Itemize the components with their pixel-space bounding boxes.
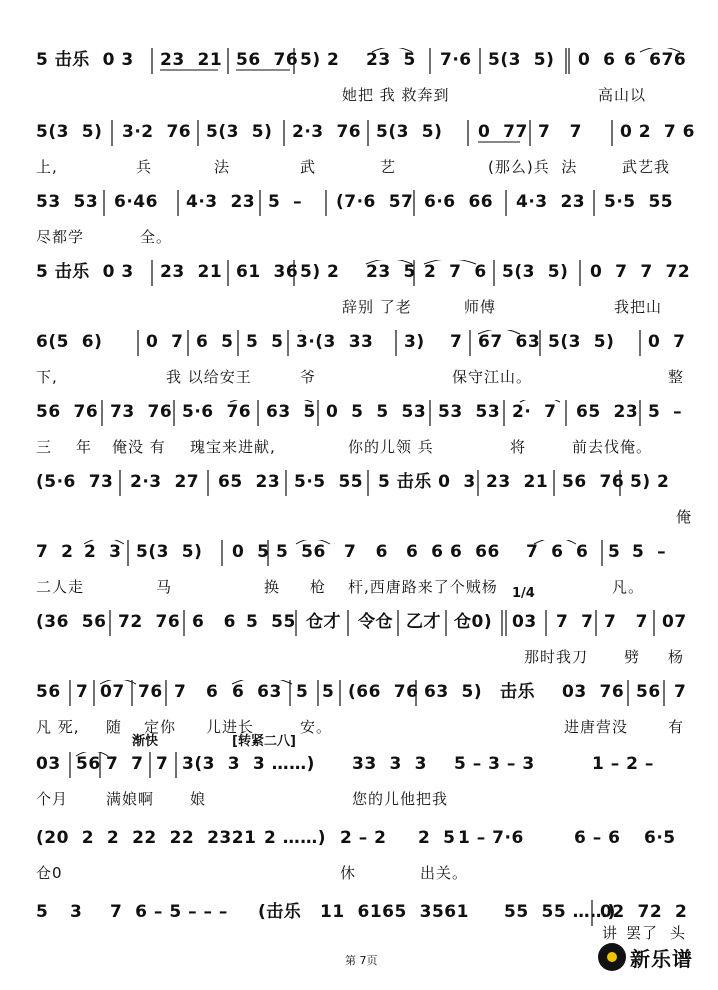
lyric-text: 二人走 — [36, 578, 85, 596]
note-group: 5) 2 — [300, 50, 340, 70]
note-group: 5(3 5) — [206, 122, 273, 142]
note-group: 56 76 — [562, 472, 625, 492]
note-group: 5 – 3 – 3 — [454, 754, 535, 774]
note-group: 02 72 2 — [600, 902, 688, 922]
note-group: 6 6 — [406, 542, 444, 562]
notes-row — [0, 752, 718, 792]
lyrics-row — [0, 84, 718, 112]
note-group: 53 53 — [438, 402, 501, 422]
note-group: 2·3 76 — [292, 122, 362, 142]
note-group: 仓才 — [306, 612, 341, 632]
notes-row — [0, 610, 718, 650]
note-group: 55 55 ……) — [504, 902, 616, 922]
note-group: 7 7 — [604, 612, 648, 632]
lyric-text: 劈 — [624, 648, 641, 666]
lyric-text: 你的儿领 兵 — [348, 438, 434, 456]
lyric-text: 我 以给安王 — [166, 368, 252, 386]
note-group: 6 66 — [450, 542, 500, 562]
beat-marker: 1/4 — [512, 586, 535, 601]
note-group: 03 — [512, 612, 537, 632]
note-group: 5 – — [648, 402, 683, 422]
note-group: 7·6 — [440, 50, 472, 70]
site-logo-text: 新乐谱 — [630, 946, 693, 971]
lyric-text: 整 — [668, 368, 685, 386]
note-group: 2 5 — [418, 828, 456, 848]
note-group: 6(5 6) — [36, 332, 103, 352]
lyric-text: 罢了 — [626, 924, 659, 942]
note-group: 6 6 — [192, 612, 236, 632]
lyric-text: 爷 — [300, 368, 317, 386]
lyric-text: 瑰宝来进献, — [190, 438, 276, 456]
note-group: 23 5 — [366, 50, 416, 70]
lyric-text: 将 — [510, 438, 527, 456]
note-group: 乙才 — [406, 612, 441, 632]
lyric-text: 艺 — [380, 158, 397, 176]
lyric-text: 个月 — [36, 790, 69, 808]
note-group: 6 63 — [232, 682, 282, 702]
lyric-text: 保守江山。 — [452, 368, 533, 386]
lyric-text: 杨 — [668, 648, 685, 666]
note-group: 23 21 — [160, 50, 223, 70]
notes-row — [0, 260, 718, 300]
note-group: 7 — [174, 682, 187, 702]
lyric-text: 武艺我 — [622, 158, 671, 176]
lyric-text: 我把山 — [614, 298, 663, 316]
note-group: 7 — [450, 332, 463, 352]
note-group: 3(3 3 3 ……) — [182, 754, 315, 774]
note-group: (66 76 — [348, 682, 419, 702]
notes-row — [0, 190, 718, 230]
note-group: 5 5 — [246, 332, 284, 352]
note-group: 63 5 — [266, 402, 316, 422]
note-group: 5) 2 — [630, 472, 670, 492]
lyric-text: 杆,西唐路来了个贼杨 — [348, 578, 498, 596]
notes-row — [0, 540, 718, 580]
note-group: 6·5 — [644, 828, 676, 848]
note-group: 07 — [662, 612, 687, 632]
note-group: 53 53 — [36, 192, 99, 212]
lyric-text: 娘 — [190, 790, 207, 808]
note-group: 0 7 — [146, 332, 184, 352]
tempo-marking: 渐快 — [132, 734, 159, 749]
note-group: 5 击乐 0 3 — [36, 262, 134, 282]
note-group: 5 击乐 0 3 — [378, 472, 476, 492]
note-group: 7 — [76, 682, 89, 702]
lyrics-row — [0, 576, 718, 604]
note-group: 7 7 — [106, 754, 144, 774]
note-group: 56 76 — [236, 50, 299, 70]
note-group: 03 — [36, 754, 61, 774]
tempo-marking: [转紧二八] — [232, 734, 296, 749]
note-group: 5 – — [268, 192, 303, 212]
note-group: 2 – 2 — [340, 828, 387, 848]
lyric-text: 她把 我 救奔到 — [342, 86, 450, 104]
note-group: 6·46 — [114, 192, 158, 212]
note-group: (36 56 — [36, 612, 107, 632]
note-group: (5·6 73 — [36, 472, 114, 492]
lyric-text: 上, — [36, 158, 58, 176]
lyric-text: 全。 — [140, 228, 173, 246]
lyric-text: 俺没 有 — [112, 438, 166, 456]
notes-row — [0, 120, 718, 160]
lyrics-row — [0, 156, 718, 184]
lyric-text: 兵 — [136, 158, 153, 176]
note-group: 0 6 — [578, 50, 616, 70]
note-group: 56 — [36, 682, 61, 702]
note-group: 6 676 — [624, 50, 687, 70]
lyric-text: 儿进长 — [206, 718, 255, 736]
lyric-text: 休 — [340, 864, 357, 882]
note-group: 5(3 5) — [548, 332, 615, 352]
note-group: 7 7 — [556, 612, 594, 632]
lyric-text: 随 — [106, 718, 123, 736]
note-group: 5(3 5) — [502, 262, 569, 282]
note-group: 6·6 66 — [424, 192, 494, 212]
lyric-text: 法 — [214, 158, 231, 176]
note-group: 7 6 — [526, 542, 564, 562]
note-group: 23 21 — [486, 472, 549, 492]
note-group: 5 — [322, 682, 335, 702]
lyric-text: 出关。 — [420, 864, 469, 882]
site-logo — [598, 940, 716, 974]
note-group: 5(3 5) — [376, 122, 443, 142]
note-group: 4·3 23 — [516, 192, 586, 212]
lyrics-row — [0, 296, 718, 324]
music-disc-icon — [598, 943, 626, 971]
lyric-text: 武 — [300, 158, 317, 176]
note-group: 1 – 2 – — [592, 754, 654, 774]
lyric-text: 换 — [264, 578, 281, 596]
lyrics-row — [0, 366, 718, 394]
lyric-text: 凡。 — [612, 578, 645, 596]
lyric-text: 师傅 — [464, 298, 497, 316]
lyrics-row — [0, 506, 718, 534]
notes-row — [0, 48, 718, 88]
note-group: 击乐 — [500, 682, 535, 702]
note-group: 5 — [608, 542, 621, 562]
lyrics-row — [0, 862, 718, 890]
lyric-text: 定你 — [144, 718, 177, 736]
note-group: 3·2 76 — [122, 122, 192, 142]
note-group: 7 — [156, 754, 169, 774]
lyric-text: 有 — [668, 718, 685, 736]
lyric-text: 凡 死, — [36, 718, 80, 736]
lyric-text: 马 — [156, 578, 173, 596]
lyric-text: 高山以 — [598, 86, 647, 104]
note-group: 6 — [576, 542, 589, 562]
note-group: 0 7 — [648, 332, 686, 352]
note-group: 3) — [404, 332, 425, 352]
note-group: 6 — [206, 682, 219, 702]
note-group: 2· 7 — [512, 402, 557, 422]
note-group: 5 — [36, 902, 49, 922]
note-group: 5·6 76 — [182, 402, 252, 422]
note-group: 33 3 3 — [352, 754, 427, 774]
note-group: 5·5 55 — [294, 472, 364, 492]
note-group: 56 — [76, 754, 101, 774]
lyrics-row — [0, 646, 718, 674]
note-group: (7·6 57 — [336, 192, 414, 212]
note-group: 7 6 — [344, 542, 388, 562]
note-group: 7 — [674, 682, 687, 702]
notes-row — [0, 826, 718, 866]
note-group: 5(3 5) — [136, 542, 203, 562]
note-group: 0 7 7 72 — [590, 262, 691, 282]
note-group: 5) 2 — [300, 262, 340, 282]
lyric-text: 前去伐俺。 — [572, 438, 653, 456]
note-group: 5(3 5) — [488, 50, 555, 70]
note-group: 5 56 — [276, 542, 326, 562]
notes-row — [0, 680, 718, 720]
notes-row — [0, 400, 718, 440]
lyric-text: 讲 — [602, 924, 619, 942]
lyric-text: 您的儿他把我 — [352, 790, 449, 808]
note-group: 56 76 — [36, 402, 99, 422]
lyric-text: 下, — [36, 368, 58, 386]
lyric-text: 满娘啊 — [106, 790, 155, 808]
note-group: 7 7 — [538, 122, 582, 142]
note-group: 0 5 — [232, 542, 270, 562]
note-group: 5 – — [632, 542, 667, 562]
note-group: 5 击乐 0 3 — [36, 50, 134, 70]
note-group: 2 7 6 — [424, 262, 487, 282]
lyric-text: 那时我刀 — [524, 648, 589, 666]
note-group: 61 36 — [236, 262, 299, 282]
notes-row — [0, 470, 718, 510]
note-group: (20 2 2 22 22 2321 — [36, 828, 257, 848]
lyric-text: 枪 — [310, 578, 327, 596]
note-group: 03 76 — [562, 682, 625, 702]
lyric-text: 进唐营没 — [564, 718, 629, 736]
note-group: 7 2 — [36, 542, 74, 562]
note-group: 5(3 5) — [36, 122, 103, 142]
note-group: 仓0) — [454, 612, 493, 632]
note-group: 7 6 – 5 – – – — [110, 902, 228, 922]
note-group: 76 — [138, 682, 163, 702]
lyric-text: (那么)兵 法 — [488, 158, 578, 176]
notes-row — [0, 330, 718, 370]
lyric-text: 三 — [36, 438, 53, 456]
note-group: 1 – 7·6 — [458, 828, 524, 848]
note-group: 3·(3 33 — [296, 332, 374, 352]
note-group: 2·3 27 — [130, 472, 200, 492]
lyric-text: 年 — [76, 438, 93, 456]
note-group: 72 76 — [118, 612, 181, 632]
note-group: 11 6165 3561 — [320, 902, 469, 922]
note-group: 0 5 5 53 — [326, 402, 427, 422]
note-group: 2 3 — [84, 542, 122, 562]
note-group: 令仓 — [358, 612, 393, 632]
note-group: 07 — [100, 682, 125, 702]
lyric-text: 尽都学 — [36, 228, 85, 246]
note-group: 73 76 — [110, 402, 173, 422]
note-group: 63 5) — [424, 682, 483, 702]
note-group: 4·3 23 — [186, 192, 256, 212]
note-group: 5 55 — [246, 612, 296, 632]
note-group: (击乐 — [258, 902, 302, 922]
note-group: 23 5 — [366, 262, 416, 282]
note-group: 56 — [636, 682, 661, 702]
note-group: 5 — [296, 682, 309, 702]
lyrics-row — [0, 716, 718, 744]
note-group: 65 23 — [576, 402, 639, 422]
note-group: 6 – 6 — [574, 828, 621, 848]
lyrics-row — [0, 226, 718, 254]
lyric-text: 仓0 — [36, 864, 63, 882]
lyric-text: 辞别 了老 — [342, 298, 412, 316]
lyric-text: 俺 — [676, 508, 693, 526]
note-group: 67 63 — [478, 332, 541, 352]
lyrics-row — [0, 436, 718, 464]
note-group: 6 5 — [196, 332, 234, 352]
note-group: 0 77 — [478, 122, 528, 142]
note-group: 65 23 — [218, 472, 281, 492]
lyrics-row — [0, 788, 718, 816]
note-group: 0 2 7 6 — [620, 122, 695, 142]
note-group: 23 21 — [160, 262, 223, 282]
page-number: 第 7页 — [345, 954, 378, 967]
note-group: 3 — [70, 902, 83, 922]
lyric-text: 头 — [670, 924, 687, 942]
note-group: 5·5 55 — [604, 192, 674, 212]
lyric-text: 安。 — [300, 718, 333, 736]
note-group: 2 ……) — [264, 828, 327, 848]
